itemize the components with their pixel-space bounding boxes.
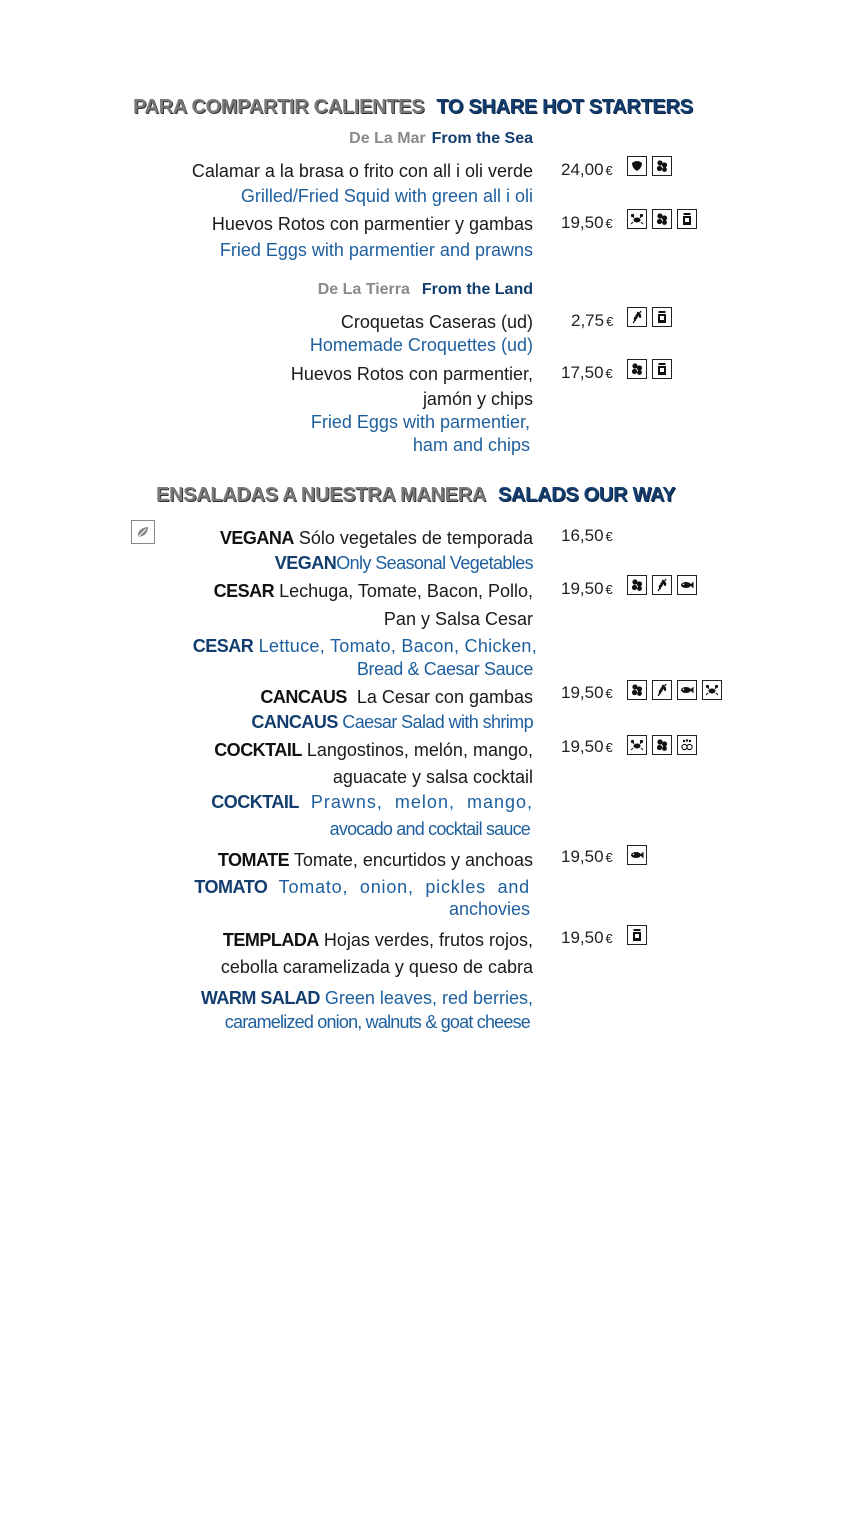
- salad-description: Hojas verdes, frutos rojos,: [318, 930, 533, 950]
- menu-item-translation: Homemade Croquettes (ud): [309, 335, 533, 355]
- jar-icon: [677, 209, 697, 229]
- menu-item-price: [561, 928, 613, 948]
- fish-icon: [677, 575, 697, 595]
- salad-item-translation: [193, 635, 537, 657]
- menu-item-price: [561, 683, 613, 703]
- salad-keyword: TOMATE: [217, 850, 290, 870]
- subtitle-es: De La Mar: [349, 130, 426, 147]
- salad-keyword-en: WARM SALAD: [200, 988, 320, 1008]
- salad-description: Sólo vegetales de temporada: [293, 528, 533, 548]
- allergen-cluster-icon: [652, 735, 672, 755]
- salad-description-en: Lettuce, Tomato, Bacon, Chicken,: [253, 636, 537, 656]
- price-value: 19,50: [561, 928, 604, 947]
- menu-item-price: [561, 526, 613, 546]
- salad-item-name-cont: aguacate y salsa cocktail: [332, 767, 533, 787]
- price-value: 19,50: [561, 683, 604, 702]
- currency-symbol: €: [605, 529, 613, 544]
- jar-icon: [652, 307, 672, 327]
- salad-item-name: [223, 929, 533, 951]
- crab-icon: [702, 680, 722, 700]
- allergen-cluster-icon: [652, 209, 672, 229]
- menu-item-price: [571, 311, 613, 331]
- salad-item-translation: [201, 987, 533, 1009]
- allergen-icons: [627, 156, 672, 176]
- salad-item-name-cont: Pan y Salsa Cesar: [383, 609, 533, 629]
- allergen-cluster-icon: [627, 680, 647, 700]
- section-title-en: TO SHARE HOT STARTERS: [436, 96, 693, 118]
- salad-item-translation: [251, 711, 533, 733]
- price-value: 24,00: [561, 160, 604, 179]
- menu-item-name: Calamar a la brasa o frito con all i oli verde: [191, 161, 533, 181]
- allergen-icons: [627, 575, 697, 595]
- salad-description-en: Only Seasonal Vegetables: [336, 553, 533, 573]
- menu-item-price: [561, 579, 613, 599]
- menu-item-translation: Grilled/Fried Squid with green all i oli: [240, 186, 533, 206]
- salad-item-name: [214, 739, 533, 761]
- menu-item-price: [561, 213, 613, 233]
- currency-symbol: €: [605, 366, 613, 381]
- price-value: 17,50: [561, 363, 604, 382]
- mollusc-icon: [627, 156, 647, 176]
- salad-description: Lechuga, Tomate, Bacon, Pollo,: [274, 581, 533, 601]
- salad-keyword-en: COCKTAIL: [211, 792, 299, 812]
- subtitle-en: From the Land: [421, 281, 533, 298]
- salad-item-translation: [275, 552, 533, 574]
- salad-description-en: Tomato, onion, pickles and: [267, 877, 530, 897]
- price-value: 19,50: [561, 213, 604, 232]
- subtitle-sea: [349, 130, 533, 148]
- salad-keyword-en: VEGAN: [274, 553, 337, 573]
- salad-item-translation-cont: caramelized onion, walnuts & goat cheese: [224, 1012, 530, 1032]
- salad-description-en: Prawns, melon, mango,: [298, 792, 533, 812]
- allergen-icons: [627, 925, 647, 945]
- salad-description: Langostinos, melón, mango,: [301, 740, 533, 760]
- allergen-icons: [627, 735, 697, 755]
- menu-item-name-cont: jamón y chips: [422, 389, 533, 409]
- allergen-icons: [627, 209, 697, 229]
- menu-item-price: [561, 160, 613, 180]
- menu-item-translation: Fried Eggs with parmentier and prawns: [219, 240, 533, 260]
- section-title-en: SALADS OUR WAY: [497, 484, 676, 506]
- currency-symbol: €: [605, 686, 613, 701]
- menu-item-price: [561, 737, 613, 757]
- crab-icon: [627, 209, 647, 229]
- jar-icon: [627, 925, 647, 945]
- salad-item-name: [220, 527, 533, 549]
- fish-icon: [677, 680, 697, 700]
- section-title-es: ENSALADAS A NUESTRA MANERA: [156, 484, 486, 506]
- salad-item-name: [260, 686, 533, 708]
- menu-item-price: [561, 363, 613, 383]
- salad-keyword-en: TOMATO: [194, 877, 268, 897]
- menu-item-price: [561, 847, 613, 867]
- price-value: 19,50: [561, 737, 604, 756]
- crab-icon: [627, 735, 647, 755]
- currency-symbol: €: [605, 931, 613, 946]
- salad-description: La Cesar con gambas: [346, 687, 533, 707]
- salad-keyword: COCKTAIL: [214, 740, 302, 760]
- subtitle-es: De La Tierra: [317, 281, 410, 298]
- salad-item-translation-cont: Bread & Caesar Sauce: [356, 659, 533, 679]
- menu-item-name: Croquetas Caseras (ud): [340, 312, 533, 332]
- allergen-icons: [627, 680, 722, 700]
- salad-description-en: Green leaves, red berries,: [319, 988, 533, 1008]
- salad-description: Tomate, encurtidos y anchoas: [289, 850, 533, 870]
- currency-symbol: €: [605, 216, 613, 231]
- fish-icon: [627, 845, 647, 865]
- salad-item-name: [214, 580, 533, 602]
- wheat-icon: [652, 575, 672, 595]
- menu-item-name: Huevos Rotos con parmentier y gambas: [211, 214, 533, 234]
- section-title-hot-starters: [133, 96, 693, 119]
- subtitle-land: [318, 281, 533, 299]
- salad-item-translation: [194, 876, 530, 898]
- allergen-cluster-icon: [627, 575, 647, 595]
- salad-keyword: VEGANA: [219, 528, 294, 548]
- vegan-leaf-icon: [131, 520, 155, 544]
- nuts-icon: [677, 735, 697, 755]
- currency-symbol: €: [606, 314, 614, 329]
- salad-keyword: CESAR: [213, 581, 275, 601]
- salad-keyword: CANCAUS: [260, 687, 347, 707]
- price-value: 2,75: [571, 311, 605, 330]
- currency-symbol: €: [605, 740, 613, 755]
- salad-item-translation-cont: avocado and cocktail sauce: [329, 819, 530, 839]
- menu-item-translation-cont: ham and chips: [412, 435, 530, 455]
- salad-item-translation-cont: anchovies: [448, 899, 530, 919]
- salad-item-name-cont: cebolla caramelizada y queso de cabra: [220, 957, 533, 977]
- salad-keyword-en: CESAR: [192, 636, 254, 656]
- price-value: 16,50: [561, 526, 604, 545]
- wheat-icon: [652, 680, 672, 700]
- section-title-es: PARA COMPARTIR CALIENTES: [133, 96, 425, 118]
- price-value: 19,50: [561, 579, 604, 598]
- salad-keyword: TEMPLADA: [222, 930, 319, 950]
- currency-symbol: €: [605, 850, 613, 865]
- allergen-icons: [627, 845, 647, 865]
- price-value: 19,50: [561, 847, 604, 866]
- wheat-icon: [627, 307, 647, 327]
- menu-item-translation: Fried Eggs with parmentier,: [310, 412, 530, 432]
- subtitle-en: From the Sea: [431, 130, 533, 147]
- salad-keyword-en: CANCAUS: [251, 712, 338, 732]
- allergen-icons: [627, 307, 672, 327]
- salad-item-name: [218, 849, 533, 871]
- allergen-icons: [627, 359, 672, 379]
- allergen-cluster-icon: [652, 156, 672, 176]
- currency-symbol: €: [605, 582, 613, 597]
- allergen-cluster-icon: [627, 359, 647, 379]
- menu-item-name: Huevos Rotos con parmentier,: [290, 364, 533, 384]
- section-title-salads: [156, 484, 675, 507]
- currency-symbol: €: [605, 163, 613, 178]
- jar-icon: [652, 359, 672, 379]
- salad-description-en: Caesar Salad with shrimp: [337, 712, 533, 732]
- salad-item-translation: [211, 791, 533, 813]
